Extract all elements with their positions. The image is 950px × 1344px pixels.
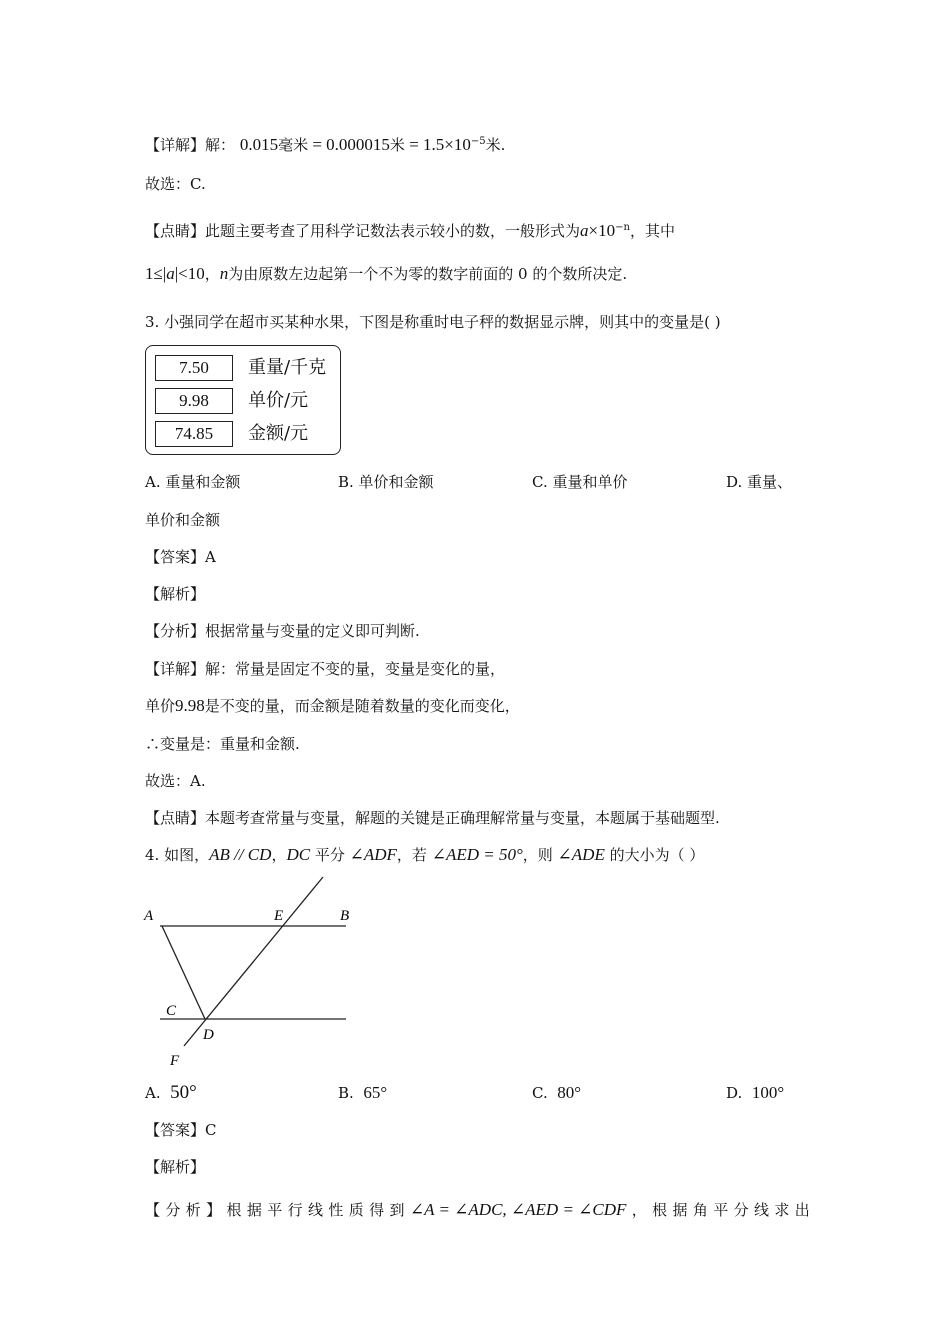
q3-option-c: C. 重量和单价 — [532, 473, 628, 491]
fenxi-char: 据 — [672, 1201, 688, 1219]
fenxi-char: 根 — [652, 1201, 668, 1219]
q3-detail: 【详解】解：常量是固定不变的量，变量是变化的量， — [145, 660, 506, 678]
detail-rest: 是不变的量，而金额是随着数量的变化而变化， — [204, 697, 520, 715]
fenxi-char: 行 — [287, 1201, 303, 1219]
q3-detail-line2: ∴变量是：重量和金额. — [145, 735, 300, 753]
stem-if: ，若 — [396, 846, 432, 864]
q3-fenxi: 【分析】根据常量与变量的定义即可判断. — [145, 622, 420, 640]
fenxi-char: ， — [631, 1201, 647, 1219]
stem-dc: DC — [286, 845, 311, 864]
fenxi-char: 平 — [267, 1201, 283, 1219]
option-value: 80° — [557, 1083, 582, 1102]
range-formula-start: 1≤| — [145, 264, 167, 283]
scale-label: 金额/元 — [248, 423, 309, 444]
value-1: 0.015 — [239, 135, 279, 154]
q2-detail-line — [145, 132, 505, 155]
geometry-figure — [140, 872, 370, 1072]
fenxi-char: 质 — [348, 1201, 364, 1219]
option-value: 65° — [363, 1083, 388, 1102]
option-letter: B. — [338, 1084, 354, 1102]
separator: ， — [204, 265, 220, 283]
fenxi-char: 【 — [145, 1201, 161, 1219]
fenxi-char: 得 — [369, 1201, 385, 1219]
q3-comment: 【点睛】本题考查常量与变量，解题的关键是正确理解常量与变量，本题属于基础题型. — [145, 809, 720, 827]
stem-number: 4. 如图， — [145, 846, 210, 864]
label-c: C — [166, 1003, 177, 1019]
q2-comment-line — [145, 218, 675, 241]
stem-bisect: 平分 — [310, 846, 350, 864]
range-formula-a: a — [166, 264, 175, 283]
option-value: 50° — [170, 1082, 197, 1103]
option-letter: A. — [145, 1084, 161, 1102]
q4-analysis: 【解析】 — [145, 1158, 206, 1176]
scale-value-box: 9.98 — [155, 388, 233, 414]
q3-detail-line1 — [145, 696, 520, 716]
q4-option-b — [338, 1083, 387, 1103]
fenxi-char: 】 — [206, 1201, 222, 1219]
fenxi-char: 角 — [692, 1201, 708, 1219]
unit-1: 毫米 — [278, 136, 309, 154]
stem-sep: ， — [271, 846, 287, 864]
stem-angle-ade: ∠ADE — [557, 845, 605, 864]
q2-choice: 故选：C. — [145, 175, 206, 193]
comment-text: 此题主要考查了用科学记数法表示较小的数，一般形式为 — [205, 222, 581, 240]
q3-analysis: 【解析】 — [145, 585, 206, 603]
scale-label: 单价/元 — [248, 390, 309, 411]
equals-1: = — [308, 135, 327, 154]
fenxi-char: 求 — [774, 1201, 790, 1219]
label-d: D — [203, 1027, 214, 1043]
scale-value-box: 74.85 — [155, 421, 233, 447]
value-2: 0.000015 — [326, 135, 390, 154]
stem-then: ，则 — [522, 846, 558, 864]
fenxi-char: 分 — [165, 1201, 181, 1219]
equals-2: = — [404, 135, 424, 154]
option-letter: C. — [532, 1084, 548, 1102]
unit-2: 米 — [389, 136, 405, 154]
q3-stem: 3. 小强同学在超市买某种水果，下图是称重时电子秤的数据显示牌，则其中的变量是( ) — [145, 313, 721, 331]
label-f: F — [170, 1053, 180, 1069]
detail-tag: 【详解】 — [145, 136, 206, 154]
detail-prefix: 解： — [205, 136, 236, 154]
stem-angle-adf: ∠ADF — [349, 845, 397, 864]
q3-option-d: D. 重量、 — [726, 473, 793, 491]
q4-option-c — [532, 1083, 581, 1103]
q3-choice: 故选：A. — [145, 772, 206, 790]
label-e: E — [274, 908, 284, 924]
q3-answer: 【答案】A — [145, 548, 216, 566]
q3-option-a: A. 重量和金额 — [145, 473, 241, 491]
fenxi-char: 出 — [794, 1201, 810, 1219]
fenxi-formula: ∠A = ∠ADC, ∠AED = ∠CDF — [409, 1200, 627, 1219]
label-a: A — [144, 908, 154, 924]
option-value: 100° — [751, 1083, 785, 1102]
range-formula-end: |<10 — [174, 264, 205, 283]
comment-end: ，其中 — [629, 222, 675, 240]
fenxi-char: 平 — [713, 1201, 729, 1219]
stem-parallel: AB // CD — [209, 845, 272, 864]
scale-display-board — [145, 345, 341, 455]
q4-option-d — [726, 1083, 784, 1103]
q4-fenxi-line — [145, 1200, 810, 1220]
range-text: 为由原数左边起第一个不为零的数字前面的 0 的个数所决定. — [228, 265, 628, 283]
line-fe — [184, 877, 323, 1046]
detail-number: 9.98 — [175, 696, 205, 715]
fenxi-char: 到 — [389, 1201, 405, 1219]
option-letter: D. — [726, 1084, 743, 1102]
comment-tag: 【点睛】 — [145, 222, 206, 240]
q4-answer: 【答案】C — [145, 1121, 217, 1139]
fenxi-char: 据 — [246, 1201, 262, 1219]
fenxi-char: 分 — [733, 1201, 749, 1219]
comment-formula-a: a — [580, 221, 589, 240]
unit-3: 米. — [485, 136, 506, 154]
comment-formula-10: ×10 — [588, 221, 616, 240]
label-b: B — [340, 908, 350, 924]
q3-option-d-cont: 单价和金额 — [145, 511, 221, 529]
detail-unit-price: 单价 — [145, 697, 176, 715]
stem-angle-aed: ∠AED = 50° — [431, 845, 523, 864]
fenxi-char: 线 — [308, 1201, 324, 1219]
q4-stem — [145, 845, 704, 865]
comment-exponent: −n — [615, 222, 630, 233]
exponent: −5 — [470, 136, 486, 147]
fenxi-char: 性 — [328, 1201, 344, 1219]
stem-end: 的大小为（ ） — [604, 846, 705, 864]
scale-value-box: 7.50 — [155, 355, 233, 381]
value-3: 1.5×10 — [423, 135, 471, 154]
variable-n: n — [219, 264, 229, 283]
scale-label: 重量/千克 — [248, 357, 327, 378]
q2-comment-line-2 — [145, 264, 627, 284]
fenxi-char: 析 — [185, 1201, 201, 1219]
q3-option-b: B. 单价和金额 — [338, 473, 434, 491]
q4-option-a — [145, 1083, 197, 1103]
fenxi-char: 根 — [226, 1201, 242, 1219]
fenxi-char: 线 — [754, 1201, 770, 1219]
